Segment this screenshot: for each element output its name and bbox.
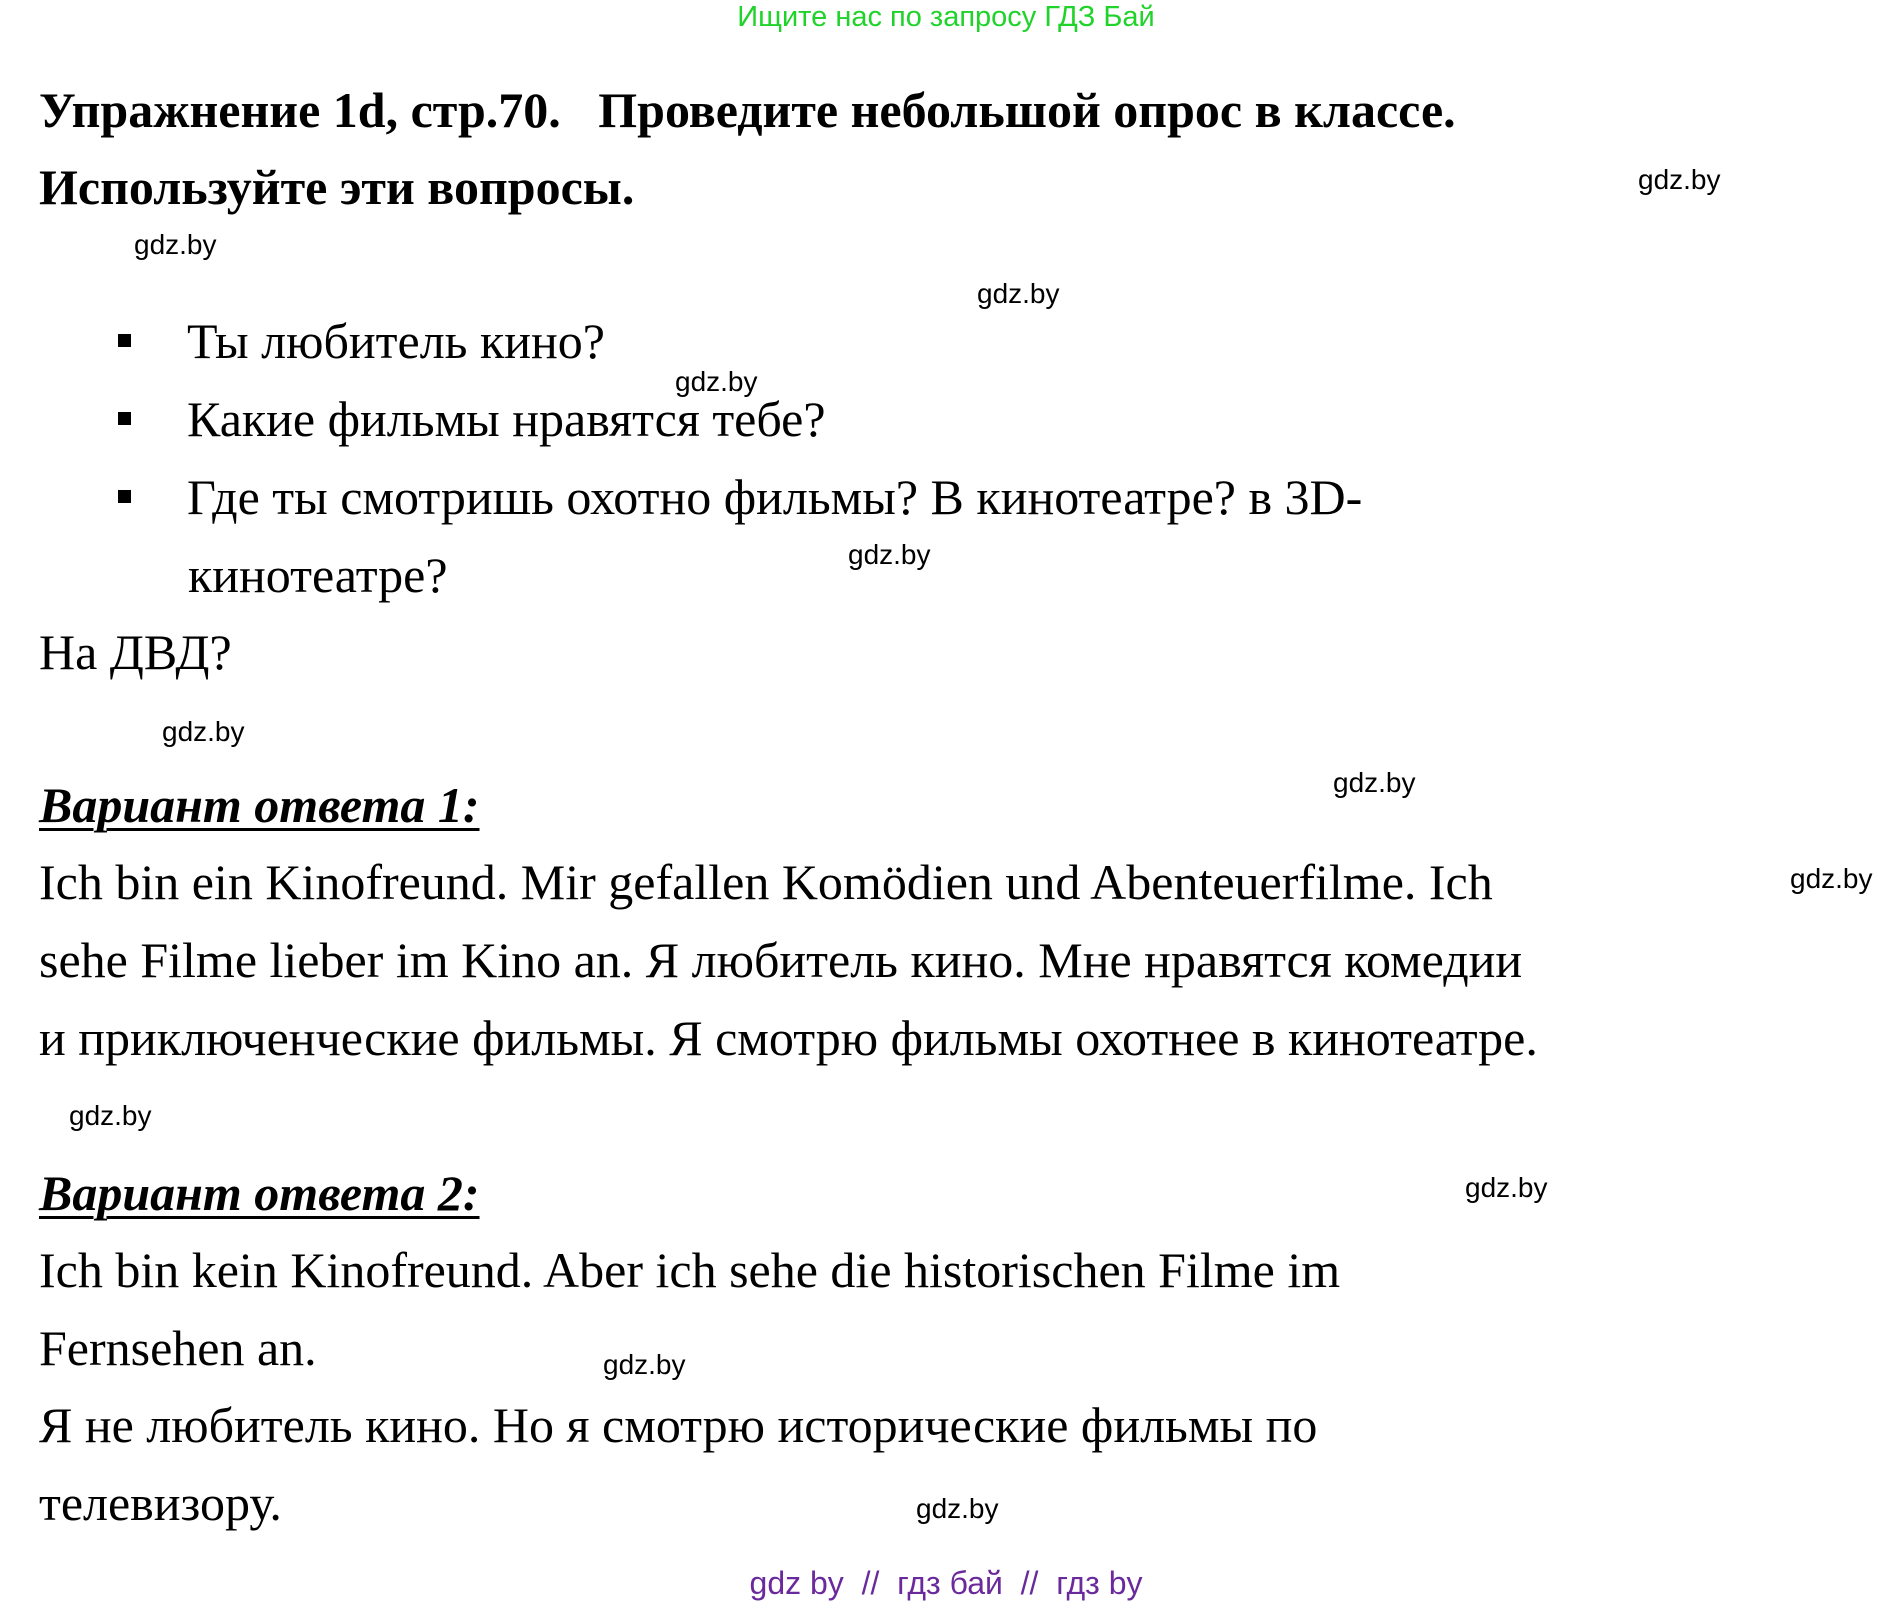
question-item-2 (118, 389, 826, 449)
answer-1-heading: Вариант ответа 1: (39, 777, 480, 833)
watermark: gdz.by (977, 278, 1060, 309)
answer-2-line-1: Ich bin kein Kinofreund. Aber ich sehe die historischen Filme im (39, 1242, 1341, 1298)
top-banner: Ищите нас по запросу ГДЗ Бай (737, 1, 1155, 33)
watermark: gdz.by (162, 716, 245, 747)
watermark: gdz.by (1333, 767, 1416, 798)
watermark: gdz.by (1790, 863, 1873, 894)
question-item-1 (118, 311, 605, 371)
question-item-3-continued: кинотеатре? (188, 547, 448, 603)
answer-2-line-2: Fernsehen an. (39, 1320, 317, 1376)
footer-watermark: gdz by // гдз бай // гдз by (749, 1565, 1143, 1601)
question-text: Где ты смотришь охотно фильмы? В кинотеатре? в 3D- (187, 469, 1363, 525)
watermark: gdz.by (134, 229, 217, 260)
answer-1-line-2: sehe Filme lieber im Kino an. Я любитель кино. Мне нравятся комедии (39, 932, 1523, 988)
watermark: gdz.by (69, 1100, 152, 1131)
bullet-icon (118, 334, 131, 347)
question-item-3 (118, 467, 1362, 527)
watermark: gdz.by (603, 1349, 686, 1380)
answer-1-line-1: Ich bin ein Kinofreund. Mir gefallen Komödien und Abenteuerfilme. Ich (39, 854, 1493, 910)
bullet-icon (118, 412, 131, 425)
watermark: gdz.by (1465, 1172, 1548, 1203)
exercise-title-line-2: Используйте эти вопросы. (39, 159, 635, 215)
question-trailing-line: На ДВД? (39, 624, 232, 680)
watermark: gdz.by (675, 366, 758, 397)
question-text: Ты любитель кино? (187, 313, 605, 369)
bullet-icon (118, 490, 131, 503)
exercise-title-line-1: Упражнение 1d, стр.70. Проведите небольшой опрос в классе. (39, 82, 1456, 138)
answer-2-line-3: Я не любитель кино. Но я смотрю исторические фильмы по (39, 1397, 1318, 1453)
answer-2-line-4: телевизору. (39, 1475, 282, 1531)
watermark: gdz.by (1638, 164, 1721, 195)
watermark: gdz.by (916, 1493, 999, 1524)
answer-2-heading: Вариант ответа 2: (39, 1165, 480, 1221)
watermark: gdz.by (848, 539, 931, 570)
answer-1-line-3: и приключенческие фильмы. Я смотрю фильмы охотнее в кинотеатре. (39, 1010, 1538, 1066)
question-text: Какие фильмы нравятся тебе? (187, 391, 826, 447)
